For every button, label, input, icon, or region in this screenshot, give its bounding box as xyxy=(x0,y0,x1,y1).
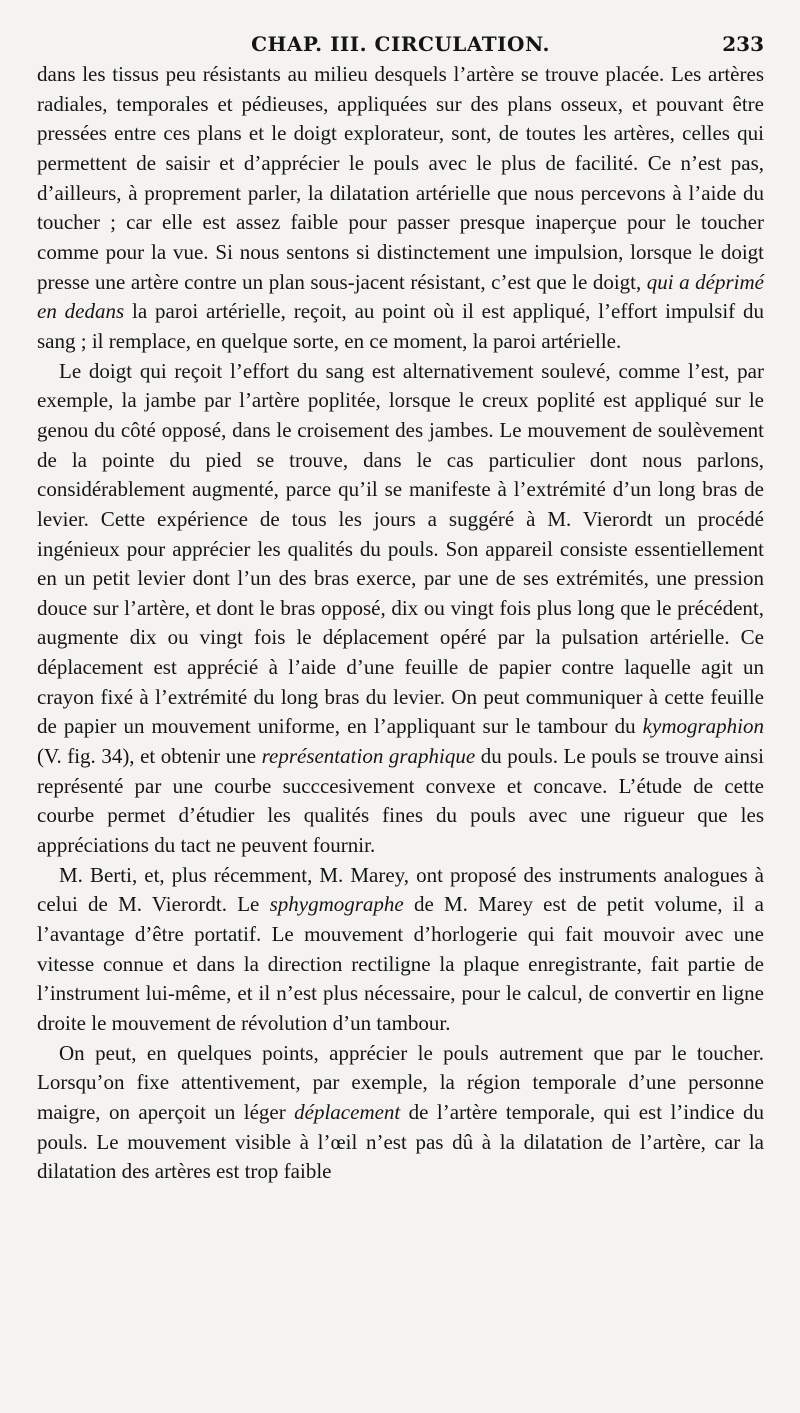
text-run: On peut, en quelques points, apprécier le pouls autrement que par le toucher. Lorsqu’on fixe attentivement, par exemple, la région temporale d’une personne maigre, on aperçoit un léger xyxy=(37,1040,764,1124)
text-run: Le doigt qui reçoit l’effort du sang est alternativement soulevé, comme l’est, par exemple, la jambe par l’artère poplitée, lorsque le creux poplité est appliqué sur le genou du côté opposé, dans le croisement des jambes. Le mouvement de soulèvement de la pointe du pied se trouve, dans le cas particulier dont nous parlons, considérablement augmenté, parce qu’il se manifeste à l’extrémité d’un long bras de levier. Cette expérience de tous les jours a suggéré à M. Vierordt un procédé ingénieux pour apprécier les qualités du pouls. Son appareil consiste essentiellement en un petit levier dont l’un des bras exerce, par une de ses extrémités, une pression douce sur l’artère, et dont le bras opposé, dix ou vingt fois plus long que le précédent, augmente dix ou vingt fois le déplacement opéré par la pulsation artérielle. Ce déplacement est apprécié à l’aide d’une feuille de papier contre laquelle agit un crayon fixé à l’extrémité du long bras du levier. On peut communiquer à cette feuille de papier un mouvement uniforme, en l’appliquant sur le tambour du xyxy=(37,358,764,739)
italic-text-run: sphygmographe xyxy=(269,892,404,917)
text-run: (V. fig. 34), et obtenir une xyxy=(37,744,262,769)
italic-text-run: déplacement xyxy=(294,1099,401,1124)
italic-text-run: qui a déprimé en dedans xyxy=(37,269,765,324)
italic-text-run: représentation graphique xyxy=(261,744,476,769)
paragraph xyxy=(37,60,764,357)
paragraph xyxy=(37,861,764,1039)
text-run: dans les tissus peu résistants au milieu desquels l’artère se trouve placée. Les artères radiales, temporales et pédieuses, appliquées sur des plans osseux, et pouvant être pressées entre ces plans et le doigt explorateur, sont, de toutes les artères, celles qui permettent de saisir et d’apprécier le pouls avec le plus de facilité. Ce n’est pas, d’ailleurs, à proprement parler, la dilatation artérielle que nous percevons à l’aide du toucher ; car elle est assez faible pour passer presque inaperçue pour le toucher comme pour la vue. Si nous sentons si distinctement une impulsion, lorsque le doigt presse une artère contre un plan sous-jacent résistant, c’est que le doigt, xyxy=(37,62,764,294)
italic-text-run: kymographion xyxy=(642,714,764,739)
paragraph xyxy=(37,1039,764,1187)
text-run: du pouls. Le pouls se trouve ainsi représenté par une courbe succcesivement convexe et concave. L’étude de cette courbe permet d’étudier les qualités fines du pouls avec une rigueur que les appréciations du tact ne peuvent fournir. xyxy=(37,744,765,858)
text-run: de M. Marey est de petit volume, il a l’avantage d’être portatif. Le mouvement d’horlogerie qui fait mouvoir avec une vitesse connue et dans la direction rectiligne la plaque enregistrante, fait partie de l’instrument lui-même, et il n’est plus nécessaire, pour le calcul, de convertir en ligne droite le mouvement de révolution d’un tambour. xyxy=(37,892,764,1035)
text-run: la paroi artérielle, reçoit, au point où il est appliqué, l’effort impulsif du sang ; il remplace, en quelque sorte, en ce moment, la paroi artérielle. xyxy=(37,299,764,353)
running-title: CHAP. III. CIRCULATION. xyxy=(251,32,550,56)
running-head xyxy=(37,28,764,60)
paragraph xyxy=(37,357,764,861)
text-run: de l’artère temporale, qui est l’indice du pouls. Le mouvement visible à l’œil n’est pas dû à la dilatation de l’artère, car la dilatation des artères est trop faible xyxy=(37,1099,764,1184)
page-number: 233 xyxy=(722,32,764,56)
body-text xyxy=(37,60,764,1187)
text-run: M. Berti, et, plus récemment, M. Marey, ont proposé des instruments analogues à celui de M. Vierordt. Le xyxy=(37,862,764,917)
